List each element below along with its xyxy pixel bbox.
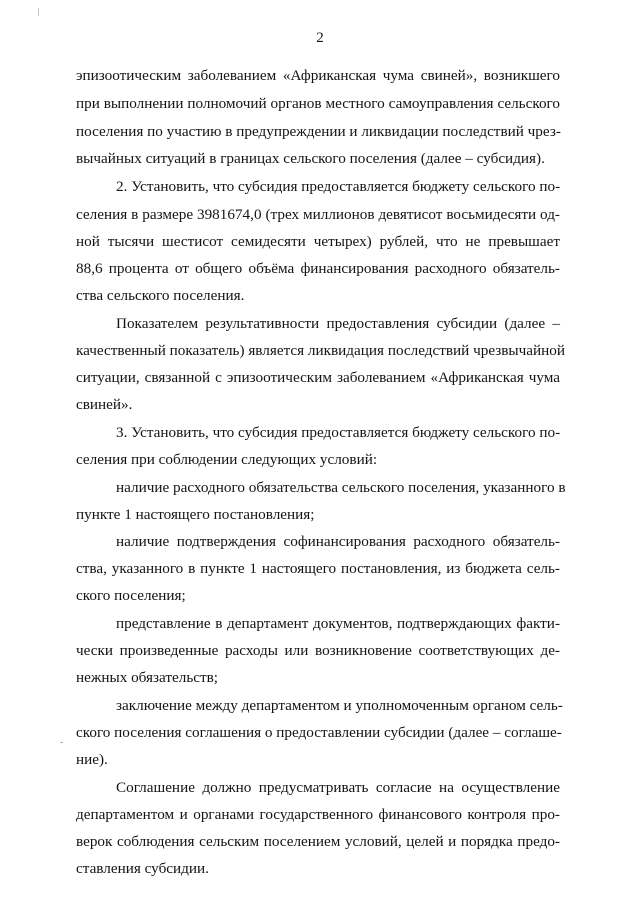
- text-line: ства, указанного в пункте 1 настоящего постановления, из бюджета сель-: [76, 560, 560, 577]
- text-line: 3. Установить, что субсидия предоставляется бюджету сельского по-: [116, 424, 561, 441]
- text-line: представление в департамент документов, подтверждающих факти-: [116, 615, 560, 632]
- scan-artifact: [38, 8, 39, 16]
- text-line: свиней».: [76, 396, 133, 413]
- text-line: департаментом и органами государственного финансового контроля про-: [76, 806, 560, 823]
- text-line: ние).: [76, 751, 108, 768]
- text-line: ситуации, связанной с эпизоотическим заболеванием «Африканская чума: [76, 369, 560, 386]
- text-line: пункте 1 настоящего постановления;: [76, 506, 315, 523]
- text-line: ной тысячи шестисот семидесяти четырех) рублей, что не превышает: [76, 233, 560, 250]
- page-number: 2: [316, 30, 324, 46]
- text-line: 88,6 процента от общего объёма финансирования расходного обязатель-: [76, 260, 560, 277]
- text-line: ского поселения соглашения о предоставлении субсидии (далее – соглаше-: [76, 724, 562, 741]
- text-line: селения в размере 3981674,0 (трех миллионов девятисот восьмидесяти од-: [76, 206, 560, 223]
- text-line: нежных обязательств;: [76, 669, 219, 686]
- text-line: качественный показатель) является ликвидация последствий чрезвычайной: [76, 342, 565, 359]
- text-line: при выполнении полномочий органов местного самоуправления сельского: [76, 95, 560, 112]
- text-line: Показателем результативности предоставления субсидии (далее –: [116, 315, 560, 332]
- text-line: верок соблюдения сельским поселением условий, целей и порядка предо-: [76, 833, 560, 850]
- text-line: эпизоотическим заболеванием «Африканская чума свиней», возникшего: [76, 67, 560, 84]
- text-line: поселения по участию в предупреждении и ликвидации последствий чрез-: [76, 123, 561, 140]
- text-line: чески произведенные расходы или возникновение соответствующих де-: [76, 642, 560, 659]
- text-line: наличие расходного обязательства сельского поселения, указанного в: [116, 479, 566, 496]
- text-line: ского поселения;: [76, 587, 186, 604]
- text-line: заключение между департаментом и уполномоченным органом сель-: [116, 697, 563, 714]
- scan-artifact: [60, 742, 63, 743]
- text-line: селения при соблюдении следующих условий:: [76, 451, 378, 468]
- text-line: наличие подтверждения софинансирования расходного обязатель-: [116, 533, 560, 550]
- text-line: Соглашение должно предусматривать согласие на осуществление: [116, 779, 560, 796]
- text-line: ства сельского поселения.: [76, 287, 245, 304]
- text-line: вычайных ситуаций в границах сельского поселения (далее – субсидия).: [76, 150, 545, 167]
- text-line: ставления субсидии.: [76, 860, 209, 877]
- text-line: 2. Установить, что субсидия предоставляется бюджету сельского по-: [116, 178, 561, 195]
